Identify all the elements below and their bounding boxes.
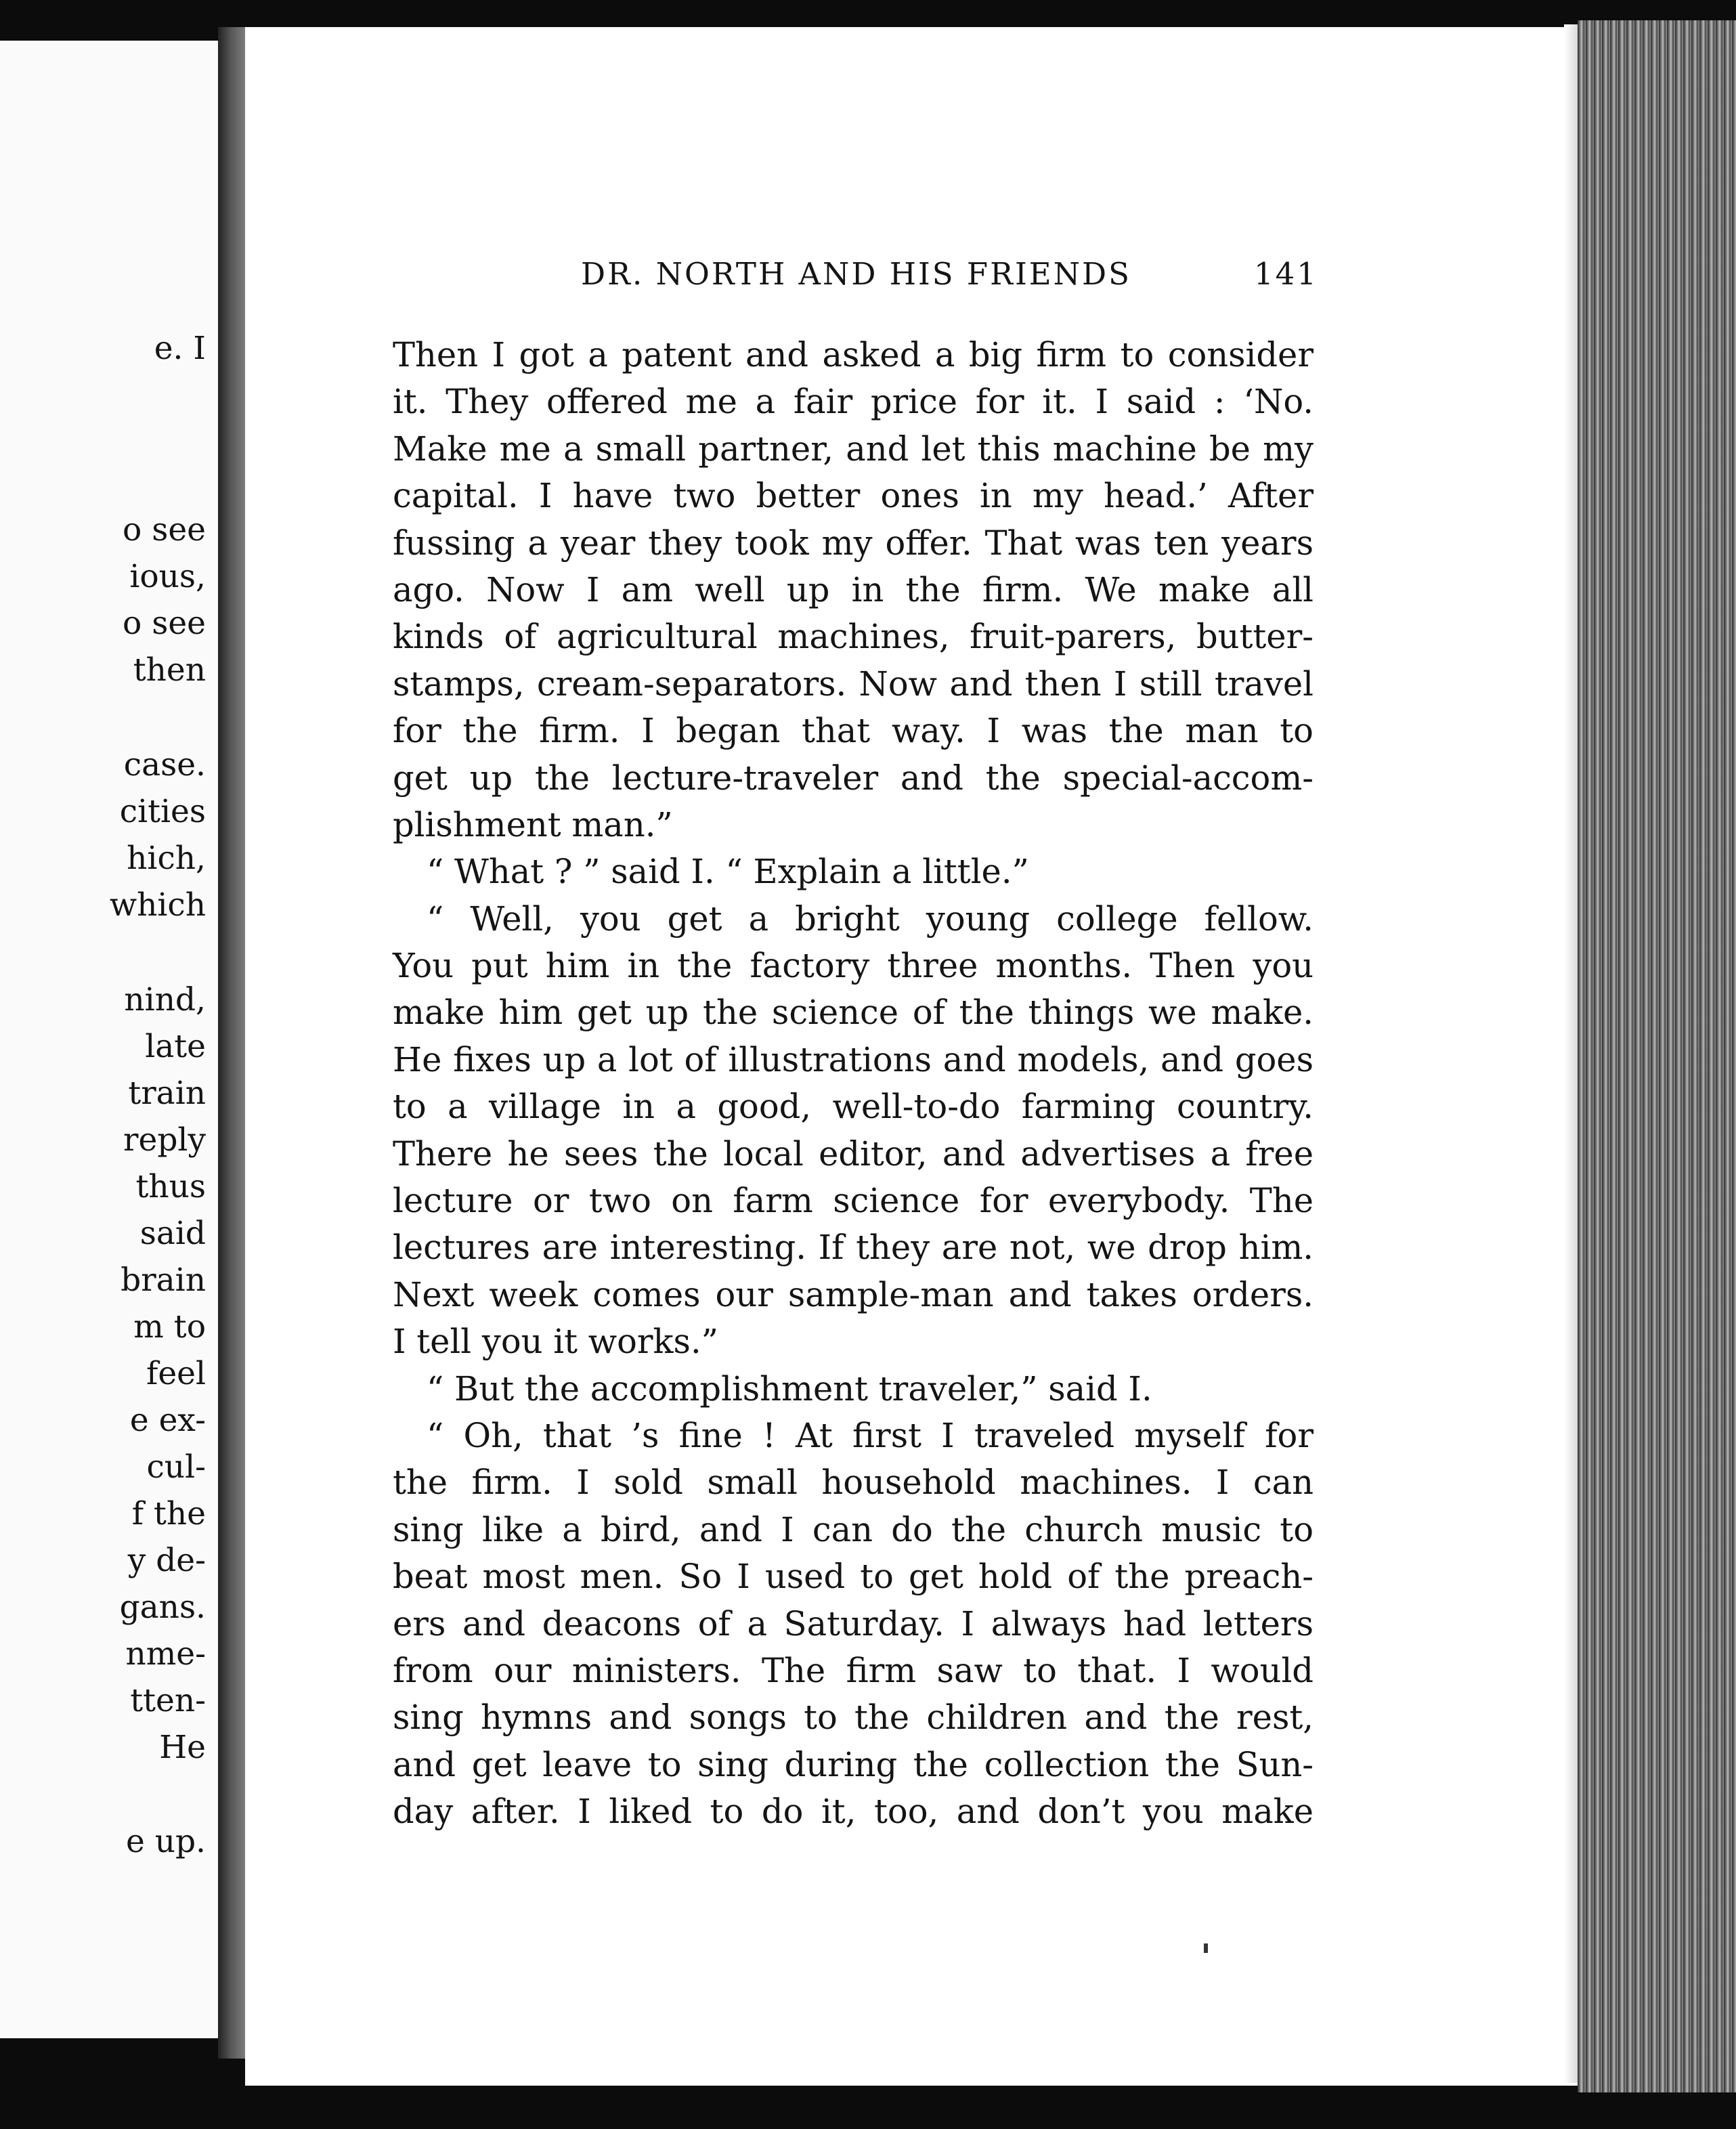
text-line: You put him in the factory three months. Then you	[393, 946, 1314, 986]
book-fore-edge	[1578, 20, 1736, 2092]
left-fragment: f the	[131, 1495, 206, 1532]
text-line: “ But the accomplishment traveler,” said I.	[427, 1369, 1152, 1408]
text-line: capital. I have two better ones in my head.’ After	[393, 476, 1314, 516]
text-line: get up the lecture-traveler and the special-accom-	[393, 758, 1314, 798]
left-fragment: e up.	[125, 1823, 206, 1860]
text-line: stamps, cream-separators. Now and then I still travel	[393, 664, 1314, 704]
text-line: “ Oh, that ’s fine ! At first I traveled myself for	[427, 1415, 1314, 1455]
text-line: for the firm. I began that way. I was the man to	[393, 711, 1314, 751]
text-line: beat most men. So I used to get hold of the preach-	[393, 1557, 1314, 1597]
text-line: the firm. I sold small household machines. I can	[393, 1463, 1314, 1503]
left-fragment: late	[145, 1028, 206, 1065]
text-line: sing hymns and songs to the children and the rest,	[393, 1698, 1314, 1738]
left-fragment: nind,	[124, 981, 206, 1018]
left-fragment: nme-	[125, 1635, 206, 1673]
text-line: I tell you it works.”	[393, 1322, 718, 1362]
left-fragment: case.	[123, 746, 206, 783]
previous-page-fragment	[0, 41, 218, 2038]
left-fragment: train	[128, 1075, 206, 1112]
text-line: “ Well, you get a bright young college fellow.	[427, 899, 1314, 939]
left-fragment: said	[139, 1215, 206, 1252]
left-fragment: ious,	[129, 558, 206, 595]
left-fragment: o see	[123, 511, 206, 549]
left-fragment: brain	[121, 1262, 206, 1299]
text-line: kinds of agricultural machines, fruit-parers, butter-	[393, 617, 1314, 657]
text-line: Make me a small partner, and let this machine be my	[393, 429, 1314, 469]
left-fragment: y de-	[127, 1542, 206, 1579]
text-line: fussing a year they took my offer. That was ten years	[393, 523, 1314, 563]
text-line: day after. I liked to do it, too, and don’t you make	[393, 1792, 1314, 1832]
text-line: from our ministers. The firm saw to that. I would	[393, 1650, 1314, 1690]
left-fragment: reply	[123, 1121, 206, 1159]
text-line: it. They offered me a fair price for it. I said : ‘No.	[393, 382, 1314, 422]
text-line: There he sees the local editor, and advertises a free	[393, 1134, 1314, 1174]
text-line: to a village in a good, well-to-do farming country.	[393, 1087, 1314, 1127]
text-line: and get leave to sing during the collection the Sun-	[393, 1744, 1314, 1784]
left-fragment: He	[159, 1729, 206, 1766]
body-text	[393, 332, 1314, 1836]
running-head: DR. NORTH AND HIS FRIENDS	[581, 256, 1131, 292]
text-line: lecture or two on farm science for everybody. The	[393, 1181, 1314, 1221]
left-fragment: feel	[146, 1355, 206, 1392]
text-line: ers and deacons of a Saturday. I always had letters	[393, 1604, 1314, 1643]
left-fragment: cul-	[146, 1448, 206, 1486]
left-fragment: tten-	[130, 1682, 206, 1719]
text-line: Next week comes our sample-man and takes orders.	[393, 1274, 1314, 1314]
left-fragment: e. I	[154, 330, 206, 367]
text-line: make him get up the science of the things we make.	[393, 993, 1314, 1033]
left-fragment: which	[109, 886, 206, 924]
text-line: “ What ? ” said I. “ Explain a little.”	[427, 852, 1029, 892]
text-line: He fixes up a lot of illustrations and models, and goes	[393, 1039, 1314, 1079]
text-line: ago. Now I am well up in the firm. We make all	[393, 569, 1314, 609]
text-line: lectures are interesting. If they are not, we drop him.	[393, 1228, 1314, 1268]
left-fragment: hich,	[127, 840, 206, 877]
left-fragment: o see	[123, 605, 206, 642]
page-number: 141	[1254, 256, 1318, 292]
text-line: sing like a bird, and I can do the church music to	[393, 1509, 1314, 1549]
left-fragment: e ex-	[129, 1402, 206, 1439]
text-line: Then I got a patent and asked a big firm to consider	[393, 335, 1314, 374]
left-fragment: thus	[135, 1168, 206, 1205]
left-fragment: m to	[133, 1308, 206, 1346]
left-fragment: gans.	[119, 1589, 206, 1626]
text-line: plishment man.”	[393, 804, 673, 844]
left-fragment: cities	[119, 793, 206, 830]
ink-speck	[1204, 1943, 1208, 1953]
left-fragment: then	[133, 651, 206, 689]
